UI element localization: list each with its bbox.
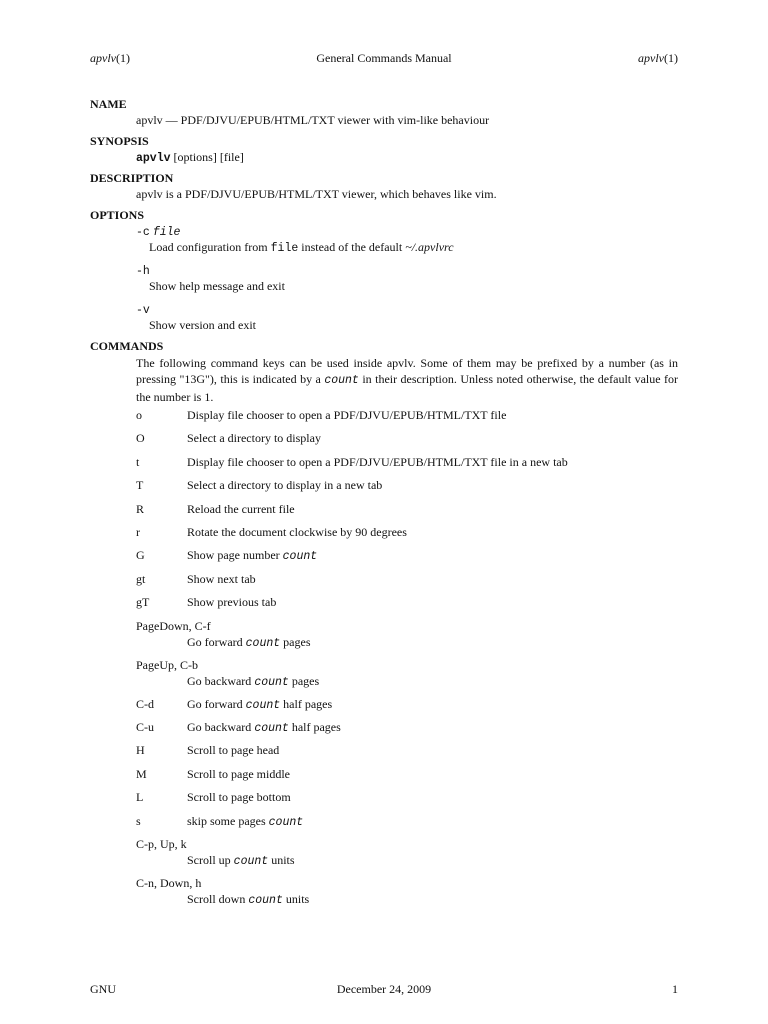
command-key: s [136,813,141,828]
command-description: Scroll down count units [187,892,310,907]
command-key: H [136,743,145,758]
description-heading: DESCRIPTION [90,171,174,185]
command-key: gT [136,595,150,610]
synopsis-command: apvlv [136,152,171,165]
footer-page-number: 1 [672,982,678,996]
options-heading: OPTIONS [90,208,145,222]
command-key: PageDown, C-f [136,618,211,633]
name-heading: NAME [90,97,127,111]
command-key: C-d [136,696,154,711]
command-description: Display file chooser to open a PDF/DJVU/EPUB/HTML/TXT file [187,408,507,422]
header-right: apvlv(1) [638,51,678,65]
command-key: C-p, Up, k [136,837,187,851]
command-description: Go forward count half pages [187,696,333,712]
command-key: O [136,431,145,446]
synopsis-args: [options] [file] [173,150,244,164]
command-description: Scroll to page bottom [187,790,291,805]
command-description: Go backward count pages [187,673,320,689]
command-key: G [136,548,145,563]
footer-date: December 24, 2009 [336,982,432,996]
command-key: o [136,408,142,422]
command-description: Select a directory to display in a new tab [187,478,383,493]
command-key: M [136,766,147,781]
command-description: Select a directory to display [187,431,321,446]
command-key: gt [136,571,146,586]
option-c-desc: Load configuration from file instead of the default ~/.apvlvrc [149,240,454,255]
commands-heading: COMMANDS [90,339,164,353]
command-description: skip some pages count [187,813,304,829]
command-description: Display file chooser to open a PDF/DJVU/EPUB/HTML/TXT file in a new tab [187,454,568,469]
command-description: Show previous tab [187,595,277,610]
command-key: L [136,790,144,805]
header-left: apvlv(1) [90,51,130,65]
command-description: Reload the current file [187,501,295,516]
commands-intro: The following command keys can be used inside apvlv. Some of them may be prefixed by a number (as in pressing "13G"), this is indicated by a count in their description. Unless noted otherwise, the default value for the number is 1. [136,356,679,404]
name-text: apvlv — PDF/DJVU/EPUB/HTML/TXT viewer with vim-like behaviour [136,113,490,127]
option-v-desc: Show version and exit [149,318,256,332]
command-description: Go backward count half pages [187,720,341,735]
command-description: Scroll up count units [187,853,295,868]
command-description: Go forward count pages [187,634,311,650]
synopsis-heading: SYNOPSIS [90,134,149,148]
option-h-term: -h [136,265,150,278]
option-v-term: -v [136,304,150,317]
command-key: r [136,525,140,539]
header-title: General Commands Manual [316,51,452,65]
command-key: T [136,478,144,493]
command-key: t [136,454,140,469]
option-h-desc: Show help message and exit [149,279,285,293]
command-description: Scroll to page middle [187,766,290,781]
footer-left: GNU [90,982,116,996]
synopsis-line [136,150,244,166]
command-key: C-n, Down, h [136,876,202,890]
command-key: C-u [136,720,154,734]
command-description: Scroll to page head [187,743,280,758]
description-text: apvlv is a PDF/DJVU/EPUB/HTML/TXT viewer, which behaves like vim. [136,187,497,201]
command-description: Show page number count [187,548,318,564]
option-c-term: -c file [136,226,181,239]
command-key: PageUp, C-b [136,657,198,672]
command-key: R [136,501,145,516]
command-description: Show next tab [187,571,256,586]
command-description: Rotate the document clockwise by 90 degrees [187,525,407,539]
